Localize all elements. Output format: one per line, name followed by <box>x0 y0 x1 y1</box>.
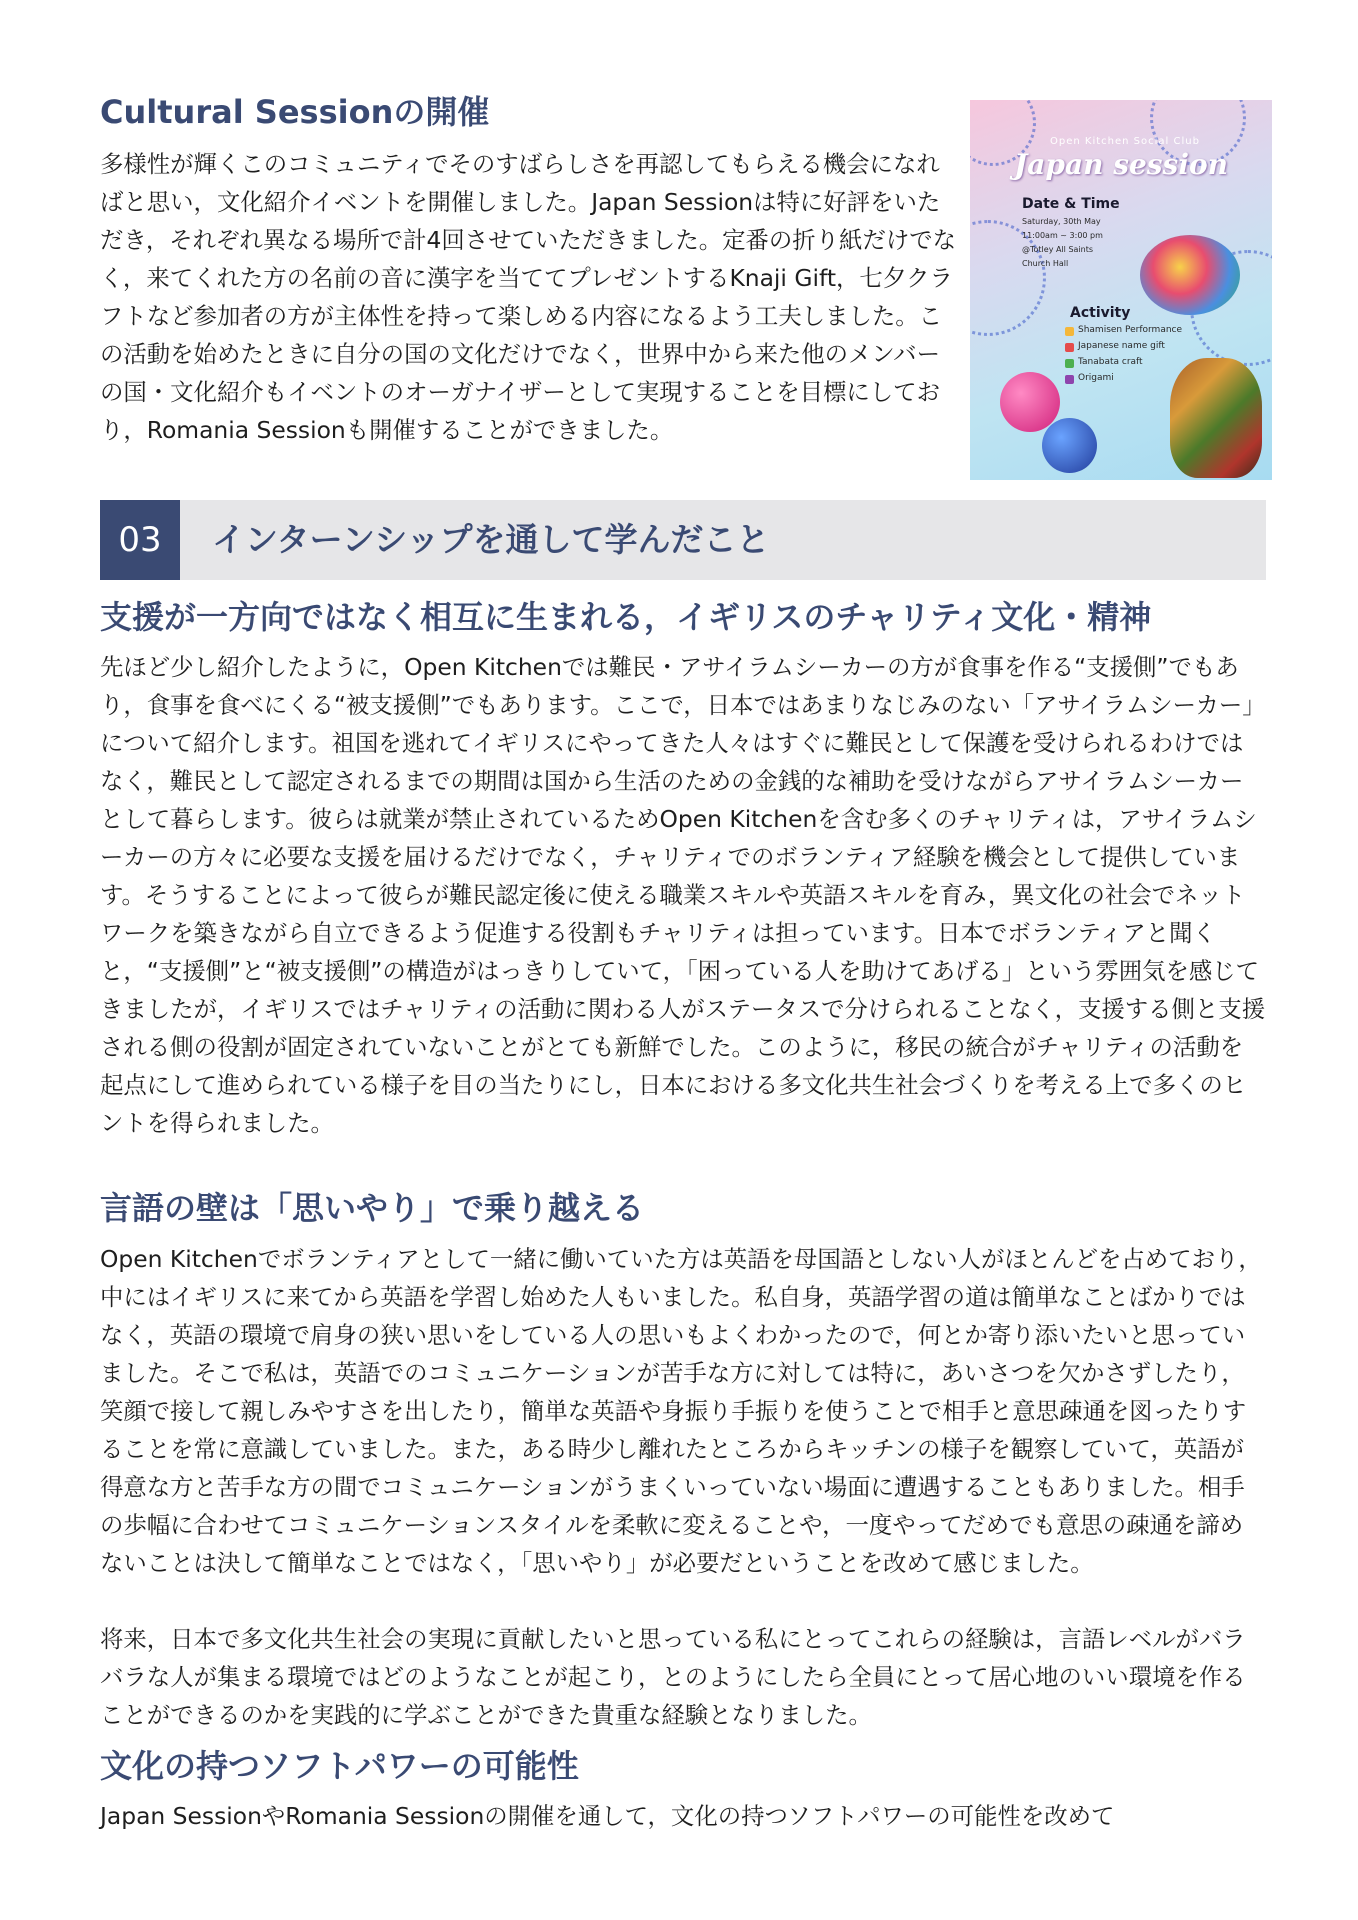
japan-session-poster <box>970 100 1272 480</box>
guitar-image <box>1170 358 1262 478</box>
poster-activity-heading: Activity <box>1070 305 1131 321</box>
heading-language-barrier: 言語の壁は「思いやり」で乗り越える <box>100 1189 645 1227</box>
origami-cranes-image <box>1140 235 1240 315</box>
section-band <box>100 500 1266 580</box>
poster-title: Japan session <box>1014 148 1228 181</box>
poster-time-line: 11:00am ~ 3:00 pm <box>1022 231 1103 240</box>
poster-activity-item: Japanese name gift <box>1078 341 1165 351</box>
poster-club-name: Open Kitchen Social Club <box>1050 136 1200 147</box>
heading-charity-culture: 支援が一方向ではなく相互に生まれる，イギリスのチャリティ文化・精神 <box>100 598 1152 636</box>
language-paragraph: Open Kitchenでボランティアとして一緒に働いていた方は英語を母国語としない人がほとんどを占めており，中にはイギリスに来てから英語を学習し始めた人もいました。私自身，英語学習の道は簡単なことばかりではなく，英語の環境で肩身の狭い思いをしている人の思いもよくわかったので，何とか寄り添いたいと思っていました。そこで私は，英語でのコミュニケーションが苦手な方に対しては特に，あいさつを欠かさずしたり，笑顔で接して親しみやすさを出したり，簡単な英語や身振り手振りを使うことで相手と意思疎通を図ったりすることを常に意識していました。また，ある時少し離れたところからキッチンの様子を観察していて，英語が得意な方と苦手な方の間でコミュニケーションがうまくいっていない場面に遭遇することもありました。相手の歩幅に合わせてコミュニケーションスタイルを柔軟に変えることや，一度やってだめでも意思の疎通を諦めないことは決して簡単なことではなく，「思いやり」が必要だということを改めて感じました。 <box>100 1245 1262 1577</box>
temari-ball-image <box>1000 372 1060 432</box>
charity-paragraph: 先ほど少し紹介したように，Open Kitchenでは難民・アサイラムシーカーの方が食事を作る“支援側”でもあり，食事を食べにくる“被支援側”でもあります。ここで，日本ではあまりなじみのない「アサイラムシーカー」について紹介します。祖国を逃れてイギリスにやってきた人々はすぐに難民として保護を受けられるわけではなく，難民として認定されるまでの期間は国から生活のための金銭的な補助を受けながらアサイラムシーカーとして暮らします。彼らは就業が禁止されているためOpen Kitchenを含む多くのチャリティは，アサイラムシーカーの方々に必要な支援を届けるだけでなく，チャリティでのボランティア経験を機会として提供しています。そうすることによって彼らが難民認定後に使える職業スキルや英語スキルを育み，異文化の社会でネットワークを築きながら自立できるよう促進する役割もチャリティは担っています。日本でボランティアと聞くと，“支援側”と“被支援側”の構造がはっきりしていて，「困っている人を助けてあげる」という雰囲気を感じてきましたが，イギリスではチャリティの活動に関わる人がステータスで分けられることなく，支援する側と支援される側の役割が固定されていないことがとても新鮮でした。このように，移民の統合がチャリティの活動を起点にして進められている様子を目の当たりにし，日本における多文化共生社会づくりを考える上で多くのヒントを得られました。 <box>100 653 1266 1137</box>
poster-venue-line-2: Church Hall <box>1022 259 1069 268</box>
shamisen-icon <box>1065 327 1074 336</box>
poster-activity-item: Tanabata craft <box>1078 357 1143 367</box>
poster-date-heading: Date & Time <box>1022 196 1120 212</box>
section-number: 03 <box>100 500 180 580</box>
future-paragraph: 将来，日本で多文化共生社会の実現に貢献したいと思っている私にとってこれらの経験は，言語レベルがバラバラな人が集まる環境ではどのようなことが起こり，とのようにしたら全員にとって居心地のいい環境を作ることができるのかを実践的に学ぶことができた貴重な経験となりました。 <box>100 1625 1246 1729</box>
temari-ball-image <box>1042 418 1097 473</box>
poster-venue-line: @Totley All Saints <box>1022 245 1094 254</box>
soft-power-paragraph: Japan SessionやRomania Sessionの開催を通して，文化の持つソフトパワーの可能性を改めて <box>100 1802 1115 1830</box>
cultural-session-paragraph: 多様性が輝くこのコミュニティでそのすばらしさを再認してもらえる機会になればと思い，文化紹介イベントを開催しました。Japan Sessionは特に好評をいただき，それぞれ異なる場所で計4回させていただきました。定番の折り紙だけでなく，来てくれた方の名前の音に漢字を当ててプレゼントするKnaji Gift，七夕クラフトなど参加者の方が主体性を持って楽しめる内容になるよう工夫しました。この活動を始めたときに自分の国の文化だけでなく，世界中から来た他のメンバーの国・文化紹介もイベントのオーガナイザーとして実現することを目標にしており，Romania Sessionも開催することができました。 <box>100 150 957 444</box>
poster-activity-item: Shamisen Performance <box>1078 325 1183 335</box>
gift-icon <box>1065 343 1074 352</box>
bamboo-icon <box>1065 359 1074 368</box>
poster-activity-item: Origami <box>1078 373 1114 383</box>
heading-soft-power: 文化の持つソフトパワーの可能性 <box>100 1747 579 1785</box>
poster-date-line: Saturday, 30th May <box>1022 217 1101 226</box>
origami-icon <box>1065 375 1074 384</box>
section-title: インターンシップを通して学んだこと <box>212 520 770 559</box>
section-heading-cultural-session: Cultural Sessionの開催 <box>100 93 490 131</box>
